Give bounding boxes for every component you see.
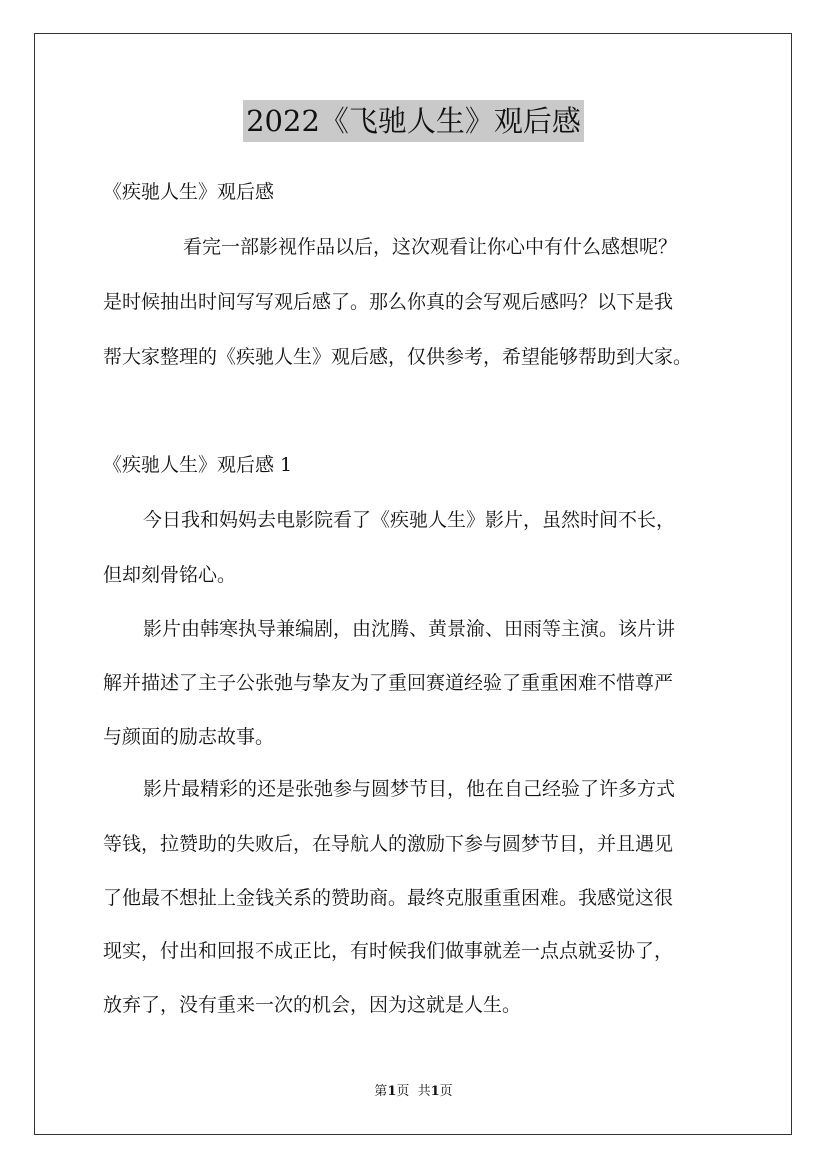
- body-line: 现实，付出和回报不成正比，有时候我们做事就差一点点就妥协了，: [103, 940, 674, 962]
- body-line: 影片由韩寒执导兼编剧，由沈腾、黄景渝、田雨等主演。该片讲: [143, 618, 676, 640]
- body-line: 放弃了，没有重来一次的机会，因为这就是人生。: [103, 994, 522, 1016]
- body-line: 与颜面的励志故事。: [103, 726, 275, 748]
- footer-prefix: 第: [374, 1084, 388, 1099]
- intro-line: 帮大家整理的《疾驰人生》观后感，仅供参考，希望能够帮助到大家。: [103, 346, 693, 368]
- intro-line: 看完一部影视作品以后，这次观看让你心中有什么感想呢？: [183, 236, 678, 258]
- body-line: 等钱，拉赞助的失败后，在导航人的激励下参与圆梦节目，并且遇见: [103, 833, 674, 855]
- footer-suffix: 页: [439, 1084, 453, 1099]
- body-line: 了他最不想扯上金钱关系的赞助商。最终克服重重困难。我感觉这很: [103, 887, 674, 909]
- page-footer: [0, 1083, 827, 1101]
- section-heading: 《疾驰人生》观后感 1: [103, 454, 293, 476]
- body-line: 但却刻骨铭心。: [103, 564, 237, 586]
- body-line: 今日我和妈妈去电影院看了《疾驰人生》影片，虽然时间不长，: [143, 509, 676, 531]
- total-page-number: 1: [430, 1084, 440, 1099]
- title-container: [0, 100, 827, 142]
- body-line: 解并描述了主子公张弛与挚友为了重回赛道经验了重重困难不惜尊严: [103, 672, 674, 694]
- intro-line: 是时候抽出时间写写观后感了。那么你真的会写观后感吗？以下是我: [103, 291, 674, 313]
- document-subtitle: 《疾驰人生》观后感: [103, 181, 275, 203]
- body-line: 影片最精彩的还是张弛参与圆梦节目，他在自己经验了许多方式: [143, 778, 676, 800]
- footer-mid: 页 共: [396, 1084, 431, 1099]
- current-page-number: 1: [387, 1084, 397, 1099]
- document-title: 2022《飞驰人生》观后感: [243, 100, 584, 142]
